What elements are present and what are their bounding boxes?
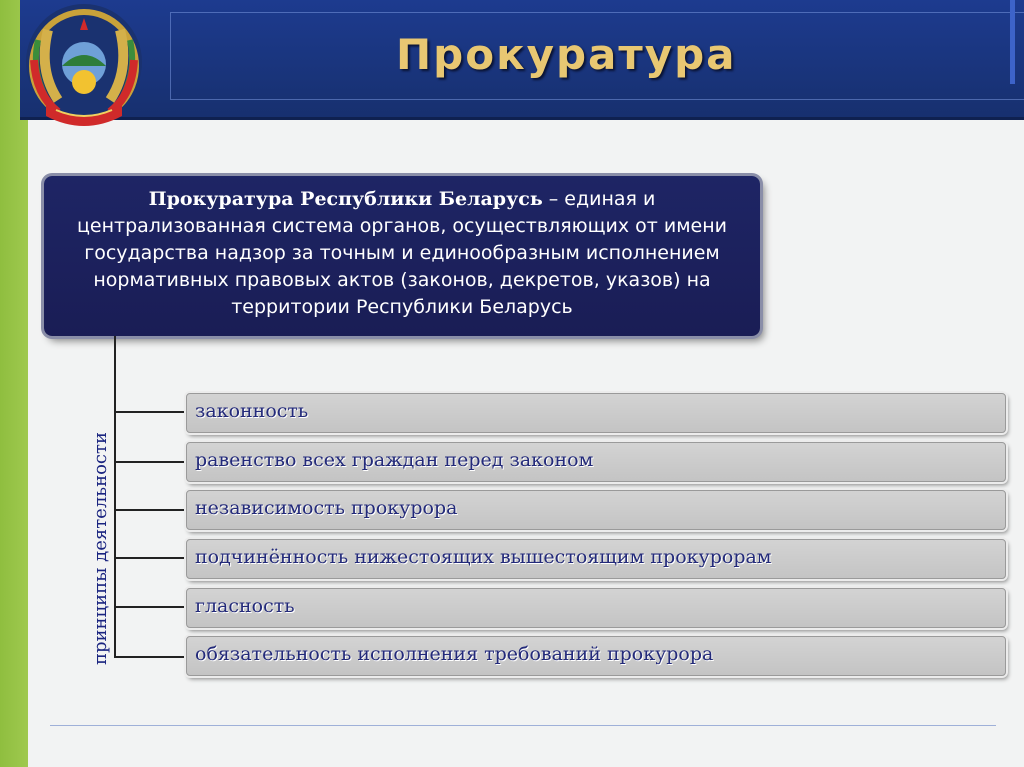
principle-label: независимость прокурора <box>195 497 458 519</box>
principles-side-label: принципы деятельности <box>90 432 111 665</box>
tree-branch <box>114 411 186 413</box>
principle-label: обязательность исполнения требований прокурора <box>195 643 714 665</box>
tree-trunk <box>114 336 116 658</box>
principle-label: подчинённость нижестоящих вышестоящим прокурорам <box>195 546 772 568</box>
principle-box <box>186 636 1006 676</box>
principle-label: равенство всех граждан перед законом <box>195 449 594 471</box>
principle-box <box>186 442 1006 482</box>
header-accent <box>1010 0 1015 84</box>
principle-box <box>186 490 1006 530</box>
principle-label: гласность <box>195 595 295 617</box>
tree-branch <box>114 509 186 511</box>
principle-box <box>186 393 1006 433</box>
tree-branch <box>114 557 186 559</box>
tree-branch <box>114 656 186 658</box>
tree-branch <box>114 606 186 608</box>
footer-divider <box>50 725 996 726</box>
definition-term: Прокуратура Республики Беларусь <box>148 188 543 210</box>
definition-box <box>44 176 760 336</box>
page-title: Прокуратура <box>396 30 737 79</box>
principle-box <box>186 539 1006 579</box>
belarus-emblem-icon <box>8 0 160 136</box>
principle-box <box>186 588 1006 628</box>
principle-label: законность <box>195 400 309 422</box>
definition-text: – единая и централизованная система органов, осуществляющих от имени государства надзор за точным и единообразным исполнением нормативных правовых актов (законов, декретов, указов) на территории Республики Беларусь <box>76 188 728 318</box>
tree-branch <box>114 461 186 463</box>
